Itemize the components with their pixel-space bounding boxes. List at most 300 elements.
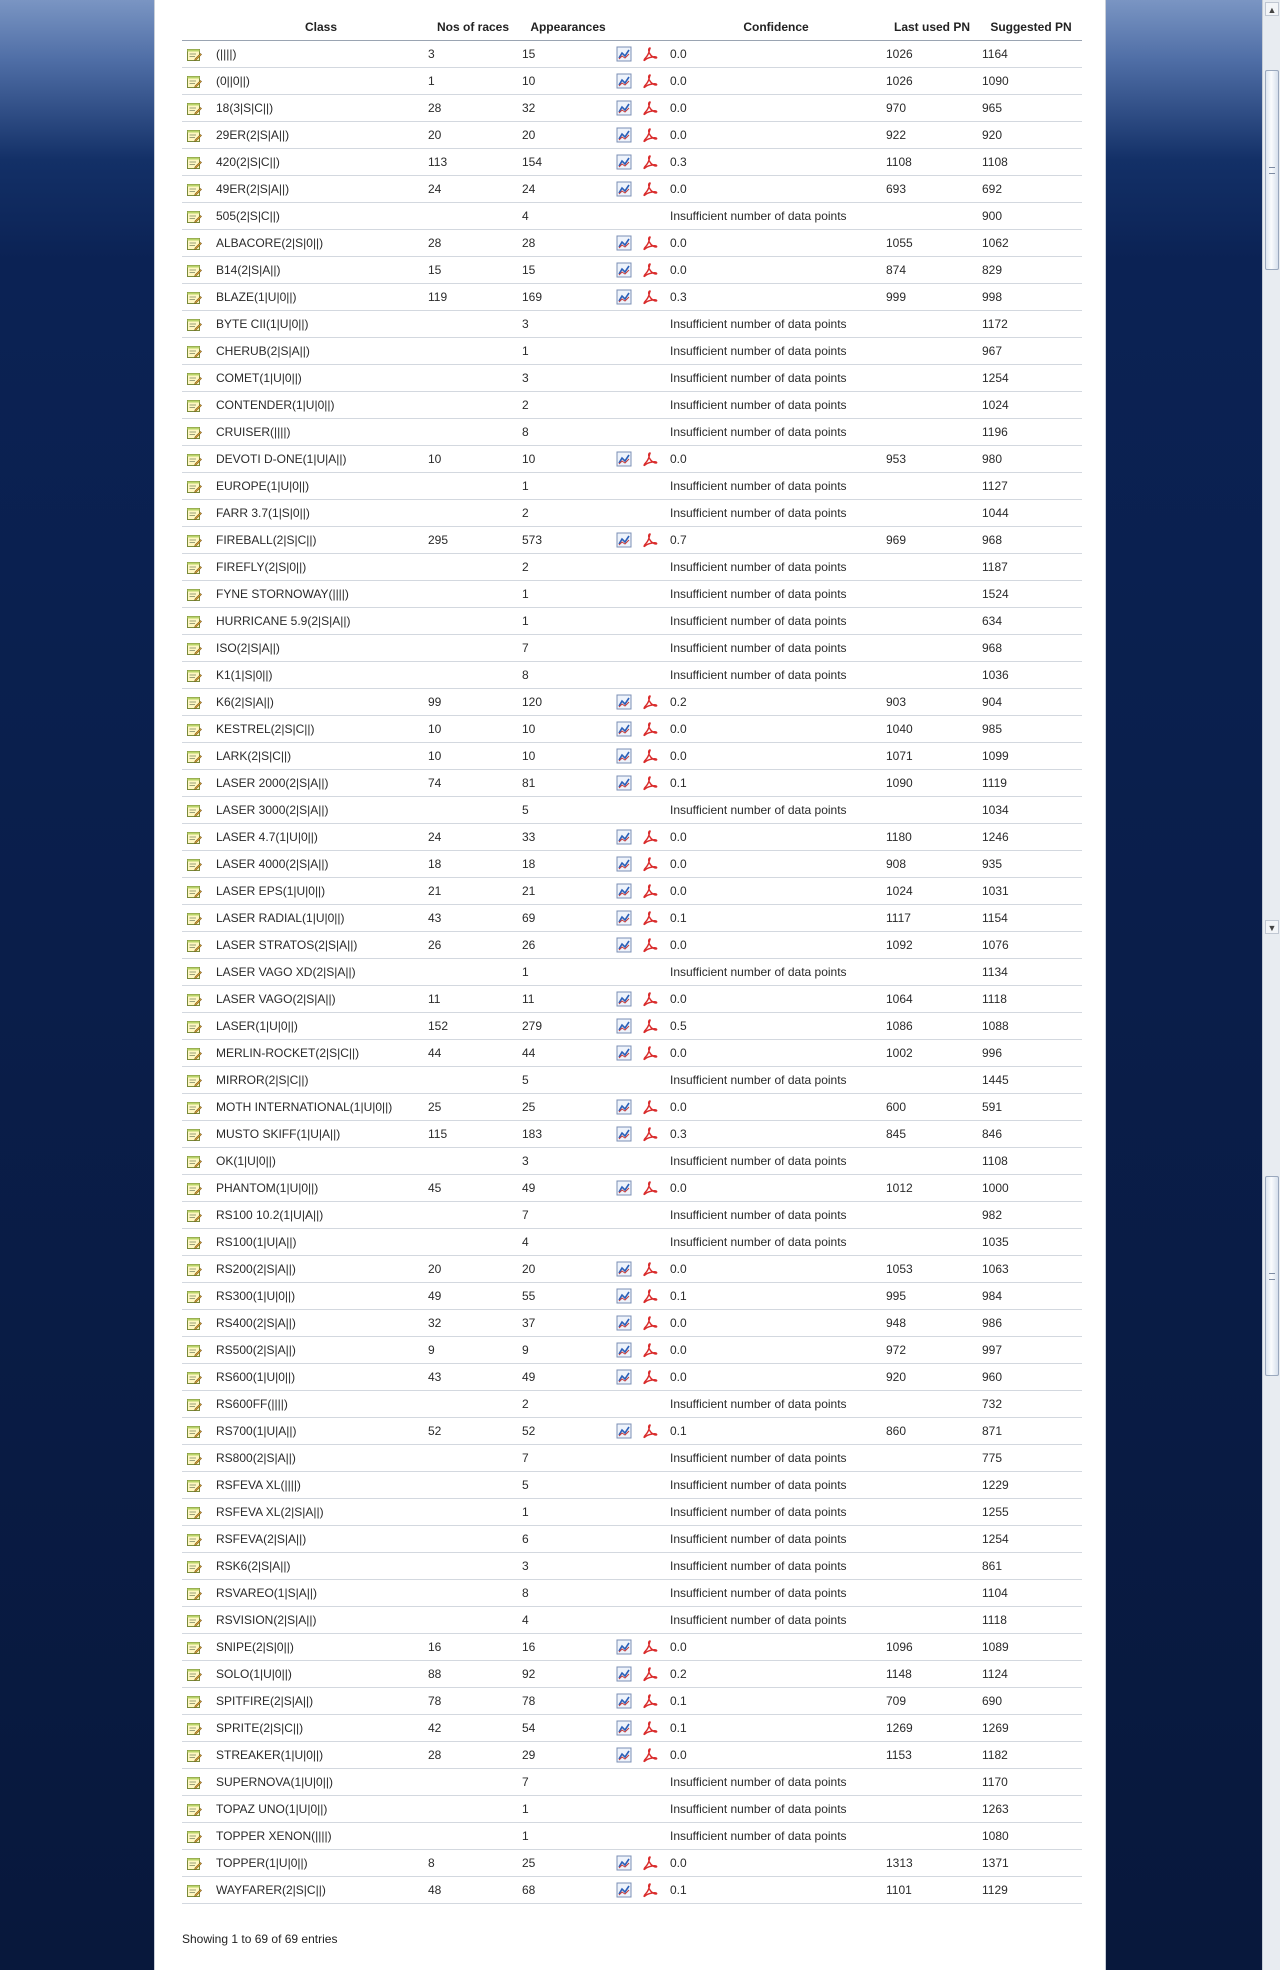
chart-cell bbox=[616, 1229, 642, 1256]
pdf-cell bbox=[642, 1040, 668, 1067]
edit-note-icon[interactable] bbox=[187, 777, 202, 790]
pdf-icon[interactable] bbox=[642, 532, 658, 548]
pdf-cell bbox=[642, 743, 668, 770]
table-row bbox=[182, 1634, 1082, 1661]
pdf-cell bbox=[642, 797, 668, 824]
pdf-cell bbox=[642, 311, 668, 338]
races-count bbox=[426, 1391, 520, 1418]
last-used-pn: 922 bbox=[884, 122, 980, 149]
pdf-cell bbox=[642, 581, 668, 608]
line-chart-icon[interactable] bbox=[616, 1018, 632, 1034]
chart-cell bbox=[616, 1310, 642, 1337]
edit-note-icon[interactable] bbox=[187, 885, 202, 898]
class-name: CHERUB(2|S|A||) bbox=[216, 338, 426, 365]
last-used-pn bbox=[884, 473, 980, 500]
edit-note-icon[interactable] bbox=[187, 831, 202, 844]
edit-note-icon[interactable] bbox=[187, 1101, 202, 1114]
class-name: RS500(2|S|A||) bbox=[216, 1337, 426, 1364]
line-chart-icon[interactable] bbox=[616, 181, 632, 197]
edit-note-icon[interactable] bbox=[187, 669, 202, 682]
edit-cell bbox=[182, 1472, 216, 1499]
line-chart-icon[interactable] bbox=[616, 1720, 632, 1736]
line-chart-icon[interactable] bbox=[616, 127, 632, 143]
line-chart-icon[interactable] bbox=[616, 1666, 632, 1682]
chart-cell bbox=[616, 959, 642, 986]
last-used-pn: 1180 bbox=[884, 824, 980, 851]
table-row bbox=[182, 743, 1082, 770]
appearances-count: 54 bbox=[520, 1715, 616, 1742]
races-count: 48 bbox=[426, 1877, 520, 1904]
pdf-cell bbox=[642, 1283, 668, 1310]
pdf-icon[interactable] bbox=[642, 1882, 658, 1898]
header-last-used-pn[interactable]: Last used PN bbox=[884, 14, 980, 41]
pdf-icon[interactable] bbox=[642, 1315, 658, 1331]
header-appearances[interactable]: Appearances bbox=[520, 14, 616, 41]
table-row bbox=[182, 1526, 1082, 1553]
pdf-cell bbox=[642, 1013, 668, 1040]
pdf-cell bbox=[642, 392, 668, 419]
races-count: 24 bbox=[426, 824, 520, 851]
line-chart-icon[interactable] bbox=[616, 1261, 632, 1277]
header-races[interactable]: Nos of races bbox=[426, 14, 520, 41]
appearances-count: 1 bbox=[520, 338, 616, 365]
chart-cell bbox=[616, 635, 642, 662]
class-name: SNIPE(2|S|0||) bbox=[216, 1634, 426, 1661]
confidence-value: Insufficient number of data points bbox=[668, 500, 884, 527]
edit-note-icon[interactable] bbox=[187, 1452, 202, 1465]
edit-note-icon[interactable] bbox=[187, 1830, 202, 1843]
edit-note-icon[interactable] bbox=[187, 1074, 202, 1087]
edit-note-icon[interactable] bbox=[187, 939, 202, 952]
pdf-icon[interactable] bbox=[642, 829, 658, 845]
header-suggested-pn[interactable]: Suggested PN bbox=[980, 14, 1082, 41]
pdf-icon[interactable] bbox=[642, 1180, 658, 1196]
confidence-value: Insufficient number of data points bbox=[668, 797, 884, 824]
last-used-pn: 1096 bbox=[884, 1634, 980, 1661]
table-row bbox=[182, 311, 1082, 338]
pdf-icon[interactable] bbox=[642, 127, 658, 143]
appearances-count: 7 bbox=[520, 635, 616, 662]
chart-cell bbox=[616, 1580, 642, 1607]
chart-cell bbox=[616, 1526, 642, 1553]
line-chart-icon[interactable] bbox=[616, 1126, 632, 1142]
appearances-count: 24 bbox=[520, 176, 616, 203]
line-chart-icon[interactable] bbox=[616, 910, 632, 926]
scroll-thumb-secondary[interactable] bbox=[1265, 1176, 1279, 1376]
edit-note-icon[interactable] bbox=[187, 237, 202, 250]
table-row bbox=[182, 1607, 1082, 1634]
edit-note-icon[interactable] bbox=[187, 264, 202, 277]
races-count bbox=[426, 1823, 520, 1850]
pdf-icon[interactable] bbox=[642, 1720, 658, 1736]
line-chart-icon[interactable] bbox=[616, 721, 632, 737]
confidence-value: Insufficient number of data points bbox=[668, 419, 884, 446]
edit-note-icon[interactable] bbox=[187, 642, 202, 655]
table-row bbox=[182, 1769, 1082, 1796]
confidence-value: 0.0 bbox=[668, 878, 884, 905]
table-row bbox=[182, 527, 1082, 554]
appearances-count: 10 bbox=[520, 446, 616, 473]
edit-note-icon[interactable] bbox=[187, 1533, 202, 1546]
table-row bbox=[182, 608, 1082, 635]
edit-note-icon[interactable] bbox=[187, 1560, 202, 1573]
edit-note-icon[interactable] bbox=[187, 48, 202, 61]
pdf-cell bbox=[642, 1067, 668, 1094]
chart-cell bbox=[616, 1094, 642, 1121]
line-chart-icon[interactable] bbox=[616, 1693, 632, 1709]
edit-note-icon[interactable] bbox=[187, 1722, 202, 1735]
pdf-icon[interactable] bbox=[642, 775, 658, 791]
header-class[interactable]: Class bbox=[216, 14, 426, 41]
header-confidence[interactable]: Confidence bbox=[668, 14, 884, 41]
suggested-pn: 634 bbox=[980, 608, 1082, 635]
line-chart-icon[interactable] bbox=[616, 1180, 632, 1196]
line-chart-icon[interactable] bbox=[616, 748, 632, 764]
pdf-icon[interactable] bbox=[642, 1423, 658, 1439]
last-used-pn bbox=[884, 608, 980, 635]
pdf-icon[interactable] bbox=[642, 289, 658, 305]
line-chart-icon[interactable] bbox=[616, 46, 632, 62]
line-chart-icon[interactable] bbox=[616, 235, 632, 251]
scroll-down-arrow-icon[interactable]: ▼ bbox=[1265, 920, 1279, 934]
edit-note-icon[interactable] bbox=[187, 1803, 202, 1816]
confidence-value: 0.5 bbox=[668, 1013, 884, 1040]
chart-cell bbox=[616, 905, 642, 932]
edit-note-icon[interactable] bbox=[187, 291, 202, 304]
pdf-icon[interactable] bbox=[642, 748, 658, 764]
class-name: MIRROR(2|S|C||) bbox=[216, 1067, 426, 1094]
chart-cell bbox=[616, 1769, 642, 1796]
line-chart-icon[interactable] bbox=[616, 1315, 632, 1331]
edit-cell bbox=[182, 122, 216, 149]
edit-note-icon[interactable] bbox=[187, 1398, 202, 1411]
pdf-icon[interactable] bbox=[642, 883, 658, 899]
appearances-count: 2 bbox=[520, 1391, 616, 1418]
confidence-value: 0.0 bbox=[668, 1742, 884, 1769]
pdf-icon[interactable] bbox=[642, 100, 658, 116]
appearances-count: 7 bbox=[520, 1769, 616, 1796]
line-chart-icon[interactable] bbox=[616, 262, 632, 278]
appearances-count: 3 bbox=[520, 311, 616, 338]
last-used-pn: 1313 bbox=[884, 1850, 980, 1877]
pdf-icon[interactable] bbox=[642, 1693, 658, 1709]
appearances-count: 28 bbox=[520, 230, 616, 257]
confidence-value: Insufficient number of data points bbox=[668, 581, 884, 608]
line-chart-icon[interactable] bbox=[616, 856, 632, 872]
edit-note-icon[interactable] bbox=[187, 1182, 202, 1195]
edit-note-icon[interactable] bbox=[187, 534, 202, 547]
pdf-icon[interactable] bbox=[642, 1126, 658, 1142]
line-chart-icon[interactable] bbox=[616, 1747, 632, 1763]
table-row bbox=[182, 203, 1082, 230]
line-chart-icon[interactable] bbox=[616, 937, 632, 953]
edit-cell bbox=[182, 500, 216, 527]
pdf-icon[interactable] bbox=[642, 1018, 658, 1034]
edit-note-icon[interactable] bbox=[187, 804, 202, 817]
confidence-value: 0.0 bbox=[668, 743, 884, 770]
line-chart-icon[interactable] bbox=[616, 883, 632, 899]
pdf-icon[interactable] bbox=[642, 910, 658, 926]
edit-note-icon[interactable] bbox=[187, 1857, 202, 1870]
pdf-icon[interactable] bbox=[642, 46, 658, 62]
class-name: K1(1|S|0||) bbox=[216, 662, 426, 689]
edit-note-icon[interactable] bbox=[187, 1020, 202, 1033]
pdf-icon[interactable] bbox=[642, 181, 658, 197]
confidence-value: Insufficient number of data points bbox=[668, 1553, 884, 1580]
edit-note-icon[interactable] bbox=[187, 1290, 202, 1303]
last-used-pn: 1012 bbox=[884, 1175, 980, 1202]
chart-cell bbox=[616, 932, 642, 959]
pdf-icon[interactable] bbox=[642, 1261, 658, 1277]
edit-note-icon[interactable] bbox=[187, 561, 202, 574]
edit-note-icon[interactable] bbox=[187, 615, 202, 628]
edit-note-icon[interactable] bbox=[187, 372, 202, 385]
edit-cell bbox=[182, 230, 216, 257]
line-chart-icon[interactable] bbox=[616, 1369, 632, 1385]
table-row bbox=[182, 1310, 1082, 1337]
confidence-value: 0.0 bbox=[668, 1310, 884, 1337]
edit-note-icon[interactable] bbox=[187, 1695, 202, 1708]
pdf-cell bbox=[642, 662, 668, 689]
class-name: LASER 3000(2|S|A||) bbox=[216, 797, 426, 824]
appearances-count: 1 bbox=[520, 1823, 616, 1850]
line-chart-icon[interactable] bbox=[616, 1288, 632, 1304]
edit-cell bbox=[182, 662, 216, 689]
line-chart-icon[interactable] bbox=[616, 1855, 632, 1871]
last-used-pn bbox=[884, 1067, 980, 1094]
suggested-pn: 1035 bbox=[980, 1229, 1082, 1256]
class-name: WAYFARER(2|S|C||) bbox=[216, 1877, 426, 1904]
scroll-thumb[interactable] bbox=[1265, 70, 1279, 270]
pdf-cell bbox=[642, 1499, 668, 1526]
line-chart-icon[interactable] bbox=[616, 1099, 632, 1115]
confidence-value: 0.1 bbox=[668, 1418, 884, 1445]
chart-cell bbox=[616, 662, 642, 689]
edit-cell bbox=[182, 1553, 216, 1580]
table-row bbox=[182, 1742, 1082, 1769]
edit-note-icon[interactable] bbox=[187, 1614, 202, 1627]
pdf-icon[interactable] bbox=[642, 991, 658, 1007]
class-name: 505(2|S|C||) bbox=[216, 203, 426, 230]
pdf-cell bbox=[642, 1877, 668, 1904]
edit-note-icon[interactable] bbox=[187, 1236, 202, 1249]
edit-note-icon[interactable] bbox=[187, 1317, 202, 1330]
pdf-icon[interactable] bbox=[642, 1855, 658, 1871]
confidence-value: 0.3 bbox=[668, 284, 884, 311]
pdf-cell bbox=[642, 1256, 668, 1283]
table-row bbox=[182, 95, 1082, 122]
edit-note-icon[interactable] bbox=[187, 1209, 202, 1222]
last-used-pn bbox=[884, 1823, 980, 1850]
suggested-pn: 1371 bbox=[980, 1850, 1082, 1877]
class-name: RSFEVA XL(||||) bbox=[216, 1472, 426, 1499]
edit-cell bbox=[182, 1607, 216, 1634]
pdf-icon[interactable] bbox=[642, 154, 658, 170]
edit-note-icon[interactable] bbox=[187, 1587, 202, 1600]
confidence-value: Insufficient number of data points bbox=[668, 1391, 884, 1418]
edit-note-icon[interactable] bbox=[187, 1668, 202, 1681]
edit-note-icon[interactable] bbox=[187, 318, 202, 331]
races-count: 26 bbox=[426, 932, 520, 959]
class-name: FIREBALL(2|S|C||) bbox=[216, 527, 426, 554]
edit-note-icon[interactable] bbox=[187, 399, 202, 412]
line-chart-icon[interactable] bbox=[616, 1423, 632, 1439]
edit-note-icon[interactable] bbox=[187, 426, 202, 439]
line-chart-icon[interactable] bbox=[616, 154, 632, 170]
edit-note-icon[interactable] bbox=[187, 993, 202, 1006]
edit-cell bbox=[182, 1337, 216, 1364]
line-chart-icon[interactable] bbox=[616, 1882, 632, 1898]
edit-note-icon[interactable] bbox=[187, 1263, 202, 1276]
edit-note-icon[interactable] bbox=[187, 210, 202, 223]
races-count: 42 bbox=[426, 1715, 520, 1742]
edit-note-icon[interactable] bbox=[187, 1128, 202, 1141]
pdf-icon[interactable] bbox=[642, 451, 658, 467]
line-chart-icon[interactable] bbox=[616, 775, 632, 791]
last-used-pn: 1071 bbox=[884, 743, 980, 770]
table-row bbox=[182, 1418, 1082, 1445]
edit-note-icon[interactable] bbox=[187, 1371, 202, 1384]
edit-note-icon[interactable] bbox=[187, 1641, 202, 1654]
edit-cell bbox=[182, 1121, 216, 1148]
edit-note-icon[interactable] bbox=[187, 858, 202, 871]
line-chart-icon[interactable] bbox=[616, 532, 632, 548]
appearances-count: 55 bbox=[520, 1283, 616, 1310]
line-chart-icon[interactable] bbox=[616, 289, 632, 305]
edit-note-icon[interactable] bbox=[187, 129, 202, 142]
edit-note-icon[interactable] bbox=[187, 1155, 202, 1168]
table-row bbox=[182, 1391, 1082, 1418]
suggested-pn: 1229 bbox=[980, 1472, 1082, 1499]
pdf-cell bbox=[642, 905, 668, 932]
class-name: RS200(2|S|A||) bbox=[216, 1256, 426, 1283]
last-used-pn bbox=[884, 1148, 980, 1175]
suggested-pn: 1269 bbox=[980, 1715, 1082, 1742]
edit-note-icon[interactable] bbox=[187, 1425, 202, 1438]
line-chart-icon[interactable] bbox=[616, 1045, 632, 1061]
edit-note-icon[interactable] bbox=[187, 1479, 202, 1492]
pdf-icon[interactable] bbox=[642, 1747, 658, 1763]
pdf-icon[interactable] bbox=[642, 937, 658, 953]
line-chart-icon[interactable] bbox=[616, 829, 632, 845]
confidence-value: Insufficient number of data points bbox=[668, 1769, 884, 1796]
pdf-icon[interactable] bbox=[642, 262, 658, 278]
edit-note-icon[interactable] bbox=[187, 696, 202, 709]
edit-note-icon[interactable] bbox=[187, 345, 202, 358]
confidence-value: 0.0 bbox=[668, 1364, 884, 1391]
line-chart-icon[interactable] bbox=[616, 991, 632, 1007]
edit-cell bbox=[182, 986, 216, 1013]
edit-note-icon[interactable] bbox=[187, 966, 202, 979]
line-chart-icon[interactable] bbox=[616, 1639, 632, 1655]
edit-note-icon[interactable] bbox=[187, 1047, 202, 1060]
chart-cell bbox=[616, 68, 642, 95]
pdf-icon[interactable] bbox=[642, 1099, 658, 1115]
edit-note-icon[interactable] bbox=[187, 1344, 202, 1357]
edit-note-icon[interactable] bbox=[187, 1776, 202, 1789]
pdf-cell bbox=[642, 1742, 668, 1769]
edit-note-icon[interactable] bbox=[187, 723, 202, 736]
pdf-icon[interactable] bbox=[642, 856, 658, 872]
line-chart-icon[interactable] bbox=[616, 451, 632, 467]
races-count: 119 bbox=[426, 284, 520, 311]
edit-note-icon[interactable] bbox=[187, 156, 202, 169]
pdf-icon[interactable] bbox=[642, 721, 658, 737]
suggested-pn: 985 bbox=[980, 716, 1082, 743]
edit-note-icon[interactable] bbox=[187, 480, 202, 493]
last-used-pn bbox=[884, 1553, 980, 1580]
last-used-pn bbox=[884, 581, 980, 608]
confidence-value: 0.0 bbox=[668, 1040, 884, 1067]
edit-note-icon[interactable] bbox=[187, 750, 202, 763]
edit-note-icon[interactable] bbox=[187, 1749, 202, 1762]
appearances-count: 25 bbox=[520, 1094, 616, 1121]
edit-note-icon[interactable] bbox=[187, 75, 202, 88]
edit-note-icon[interactable] bbox=[187, 102, 202, 115]
races-count bbox=[426, 1445, 520, 1472]
appearances-count: 68 bbox=[520, 1877, 616, 1904]
class-name: RSFEVA(2|S|A||) bbox=[216, 1526, 426, 1553]
pdf-cell bbox=[642, 959, 668, 986]
edit-note-icon[interactable] bbox=[187, 1506, 202, 1519]
pdf-icon[interactable] bbox=[642, 235, 658, 251]
chart-cell bbox=[616, 311, 642, 338]
pdf-icon[interactable] bbox=[642, 73, 658, 89]
scroll-grip-icon bbox=[1269, 167, 1275, 174]
confidence-value: Insufficient number of data points bbox=[668, 311, 884, 338]
pdf-icon[interactable] bbox=[642, 1666, 658, 1682]
line-chart-icon[interactable] bbox=[616, 694, 632, 710]
confidence-value: Insufficient number of data points bbox=[668, 1823, 884, 1850]
chart-cell bbox=[616, 1742, 642, 1769]
pdf-icon[interactable] bbox=[642, 1288, 658, 1304]
line-chart-icon[interactable] bbox=[616, 73, 632, 89]
edit-note-icon[interactable] bbox=[187, 912, 202, 925]
scroll-up-arrow-icon[interactable]: ▲ bbox=[1265, 2, 1279, 16]
chart-cell bbox=[616, 581, 642, 608]
confidence-value: 0.0 bbox=[668, 257, 884, 284]
page-scrollbar[interactable] bbox=[1262, 0, 1280, 1970]
line-chart-icon[interactable] bbox=[616, 1342, 632, 1358]
line-chart-icon[interactable] bbox=[616, 100, 632, 116]
pdf-icon[interactable] bbox=[642, 1639, 658, 1655]
edit-note-icon[interactable] bbox=[187, 453, 202, 466]
edit-note-icon[interactable] bbox=[187, 507, 202, 520]
edit-note-icon[interactable] bbox=[187, 183, 202, 196]
pdf-cell bbox=[642, 446, 668, 473]
pdf-icon[interactable] bbox=[642, 694, 658, 710]
appearances-count: 3 bbox=[520, 1148, 616, 1175]
appearances-count: 81 bbox=[520, 770, 616, 797]
appearances-count: 11 bbox=[520, 986, 616, 1013]
pdf-icon[interactable] bbox=[642, 1045, 658, 1061]
confidence-value: Insufficient number of data points bbox=[668, 203, 884, 230]
appearances-count: 10 bbox=[520, 68, 616, 95]
races-count bbox=[426, 1067, 520, 1094]
pdf-cell bbox=[642, 122, 668, 149]
edit-note-icon[interactable] bbox=[187, 588, 202, 601]
last-used-pn: 693 bbox=[884, 176, 980, 203]
confidence-value: 0.0 bbox=[668, 932, 884, 959]
last-used-pn: 1108 bbox=[884, 149, 980, 176]
pdf-icon[interactable] bbox=[642, 1369, 658, 1385]
pdf-icon[interactable] bbox=[642, 1342, 658, 1358]
class-name: B14(2|S|A||) bbox=[216, 257, 426, 284]
confidence-value: Insufficient number of data points bbox=[668, 662, 884, 689]
class-name: HURRICANE 5.9(2|S|A||) bbox=[216, 608, 426, 635]
edit-note-icon[interactable] bbox=[187, 1884, 202, 1897]
suggested-pn: 1062 bbox=[980, 230, 1082, 257]
